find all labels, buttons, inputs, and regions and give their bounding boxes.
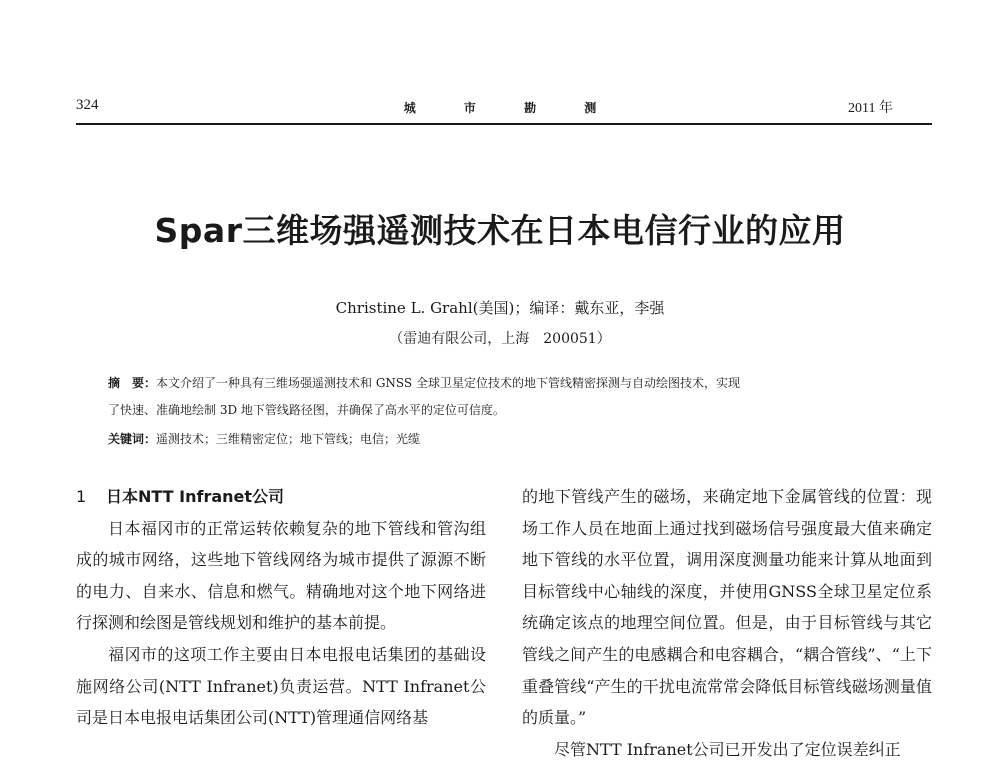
section-1-paragraph-1: 日本福冈市的正常运转依赖复杂的地下管线和管沟组成的城市网络，这些地下管线网络为城市提供了源源不断的电力、自来水、信息和燃气。精确地对这个地下网络进行探测和绘图是管线规划和维护的基本前提。 bbox=[76, 518, 486, 633]
section-1-number: 1 bbox=[76, 487, 87, 506]
journal-year: 2011 年 bbox=[848, 101, 893, 116]
section-1-title: 日本NTT Infranet公司 bbox=[106, 487, 285, 506]
left-column bbox=[76, 481, 486, 734]
right-column bbox=[522, 481, 932, 765]
section-1-paragraph-2: 福冈市的这项工作主要由日本电报电话集团的基础设施网络公司(NTT Infranet)负责运营。NTT Infranet公司是日本电报电话集团公司(NTT)管理通信网络基 bbox=[76, 644, 486, 728]
abstract bbox=[108, 375, 898, 391]
keywords-label: 关键词： bbox=[108, 432, 157, 446]
page-number: 324 bbox=[76, 97, 99, 113]
right-paragraph-2: 尽管NTT Infranet公司已开发出了定位误差纠正 bbox=[554, 739, 901, 759]
keywords bbox=[108, 431, 898, 447]
article-title: Spar三维场强遥测技术在日本电信行业的应用 bbox=[154, 211, 846, 250]
section-1-heading bbox=[76, 481, 486, 513]
abstract-text-line1: 本文介绍了一种具有三维场强遥测技术和 GNSS 全球卫星定位技术的地下管线精密探测与自动绘图技术，实现 bbox=[156, 376, 740, 390]
abstract-text-line2: 了快速、准确地绘制 3D 地下管线路径图，并确保了高水平的定位可信度。 bbox=[108, 403, 505, 417]
keywords-text: 遥测技术；三维精密定位；地下管线；电信；光缆 bbox=[156, 432, 421, 446]
header-rule bbox=[76, 123, 932, 125]
journal-name: 城 市 勘 测 bbox=[403, 101, 619, 115]
authors: Christine L. Grahl(美国)；编译：戴东亚，李强 bbox=[335, 299, 665, 317]
right-paragraph-1: 的地下管线产生的磁场，来确定地下金属管线的位置：现场工作人员在地面上通过找到磁场信号强度最大值来确定地下管线的水平位置，调用深度测量功能来计算从地面到目标管线中心轴线的深度，并使用GNSS全球卫星定位系统确定该点的地理空间位置。但是，由于目标管线与其它管线之间产生的电感耦合和电容耦合，“耦合管线”、“上下重叠管线“产生的干扰电流常常会降低目标管线磁场测量值的质量。” bbox=[522, 487, 932, 728]
abstract-continued bbox=[108, 402, 898, 418]
affiliation: （雷迪有限公司，上海 200051） bbox=[389, 331, 611, 347]
abstract-label: 摘 要： bbox=[108, 376, 157, 390]
